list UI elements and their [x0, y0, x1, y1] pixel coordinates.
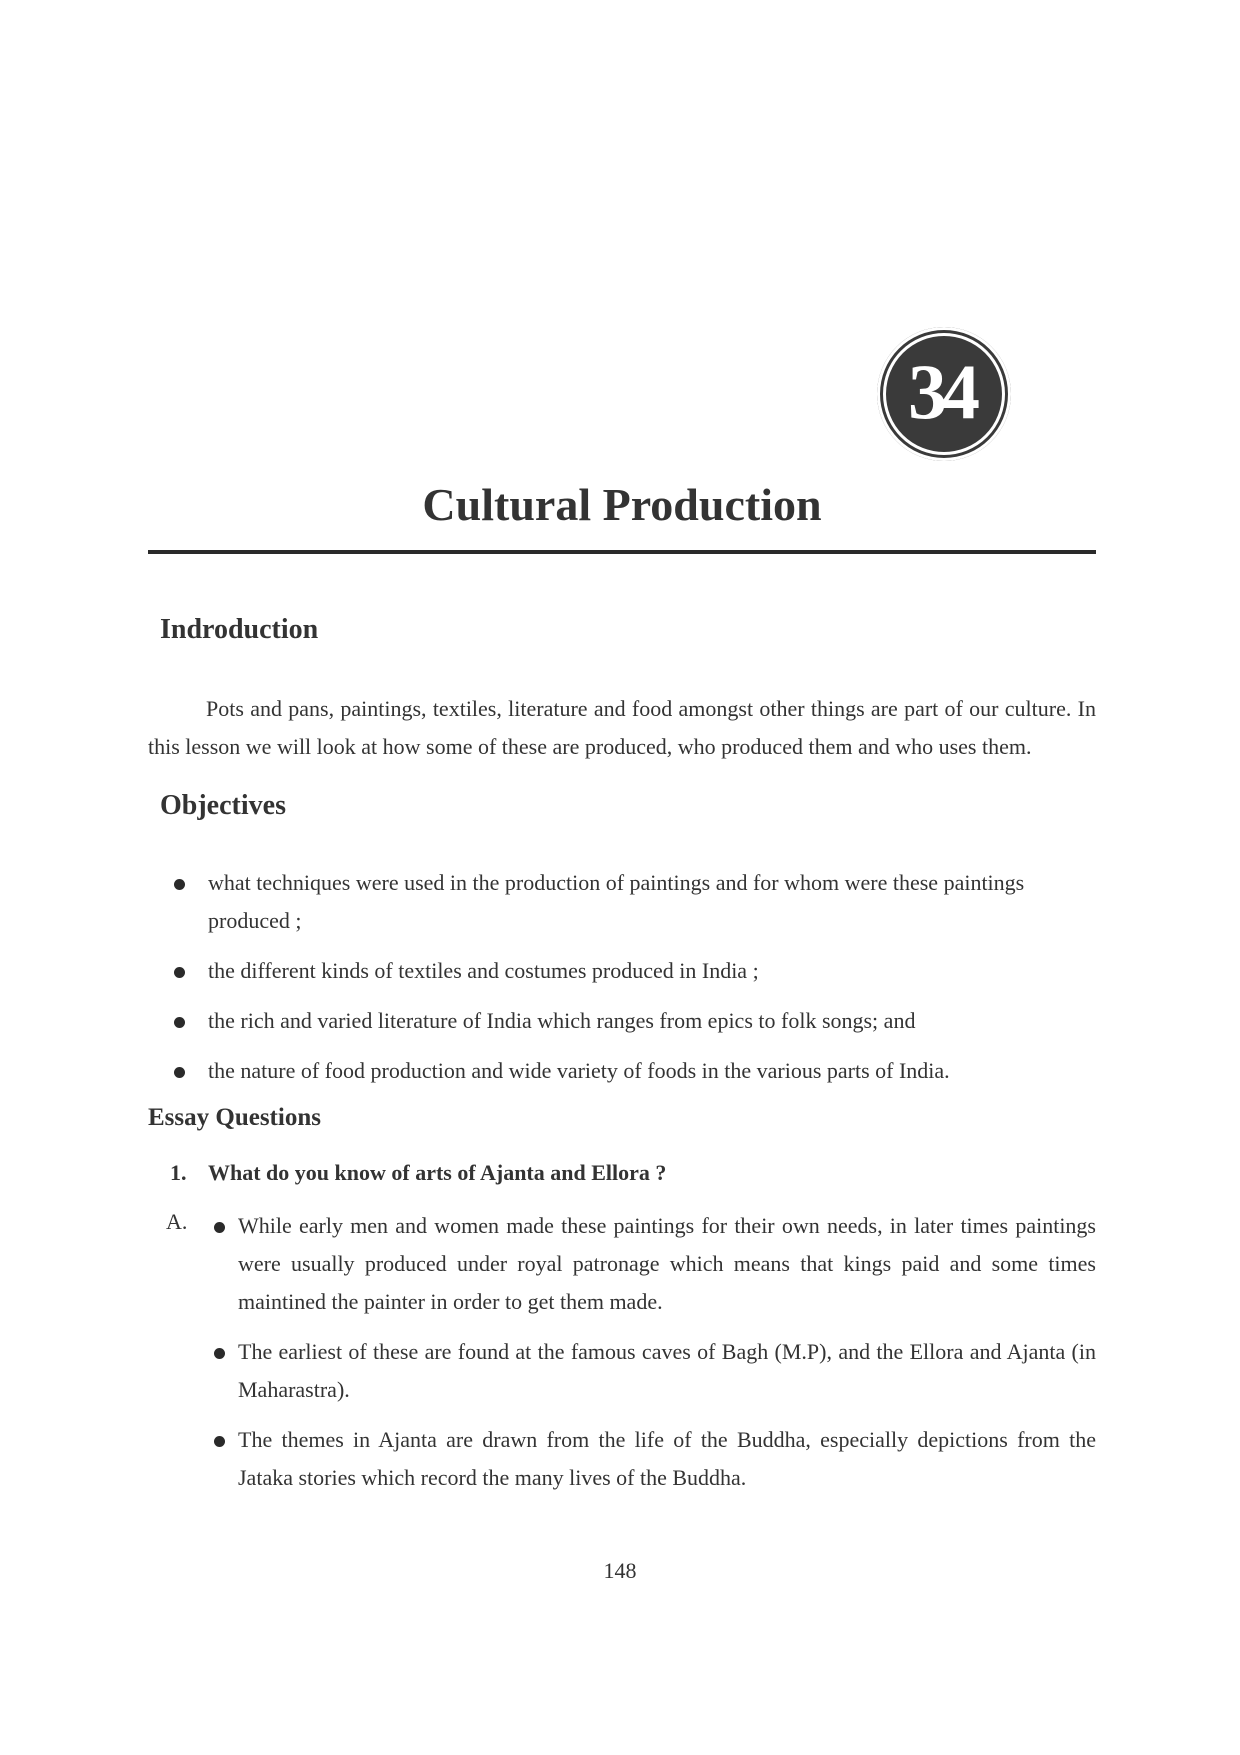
- answer-point: [210, 1421, 1096, 1497]
- answer-text: The earliest of these are found at the famous caves of Bagh (M.P), and the Ellora and Ajanta (in Maharastra).: [238, 1339, 1096, 1402]
- question-number: 1.: [170, 1160, 187, 1185]
- objectives-heading: Objectives: [160, 790, 286, 821]
- objective-text: what techniques were used in the production of paintings and for whom were these paintings produced ;: [208, 870, 1025, 933]
- answer-point: [210, 1207, 1096, 1321]
- title-divider: [148, 550, 1096, 554]
- objective-item: [148, 952, 1096, 990]
- bullet-icon: [174, 879, 185, 890]
- bullet-icon: [214, 1436, 225, 1447]
- introduction-heading: Indroduction: [160, 614, 319, 645]
- bullet-icon: [174, 967, 185, 978]
- objective-text: the nature of food production and wide variety of foods in the various parts of India.: [208, 1058, 950, 1083]
- chapter-title: Cultural Production: [422, 479, 822, 530]
- objective-item: [148, 1052, 1096, 1090]
- answer-list: [210, 1207, 1096, 1509]
- introduction-paragraph: Pots and pans, paintings, textiles, literature and food amongst other things are part of our culture. In this lesson we will look at how some of these are produced, who produced them and who uses them.: [148, 696, 1096, 759]
- question-text: What do you know of arts of Ajanta and Ellora ?: [208, 1160, 667, 1185]
- bullet-icon: [174, 1067, 185, 1078]
- essay-questions-heading: Essay Questions: [148, 1104, 321, 1131]
- answer-text: While early men and women made these paintings for their own needs, in later times paintings were usually produced under royal patronage which means that kings paid and some times maintined the painter in order to get them made.: [238, 1213, 1096, 1314]
- bullet-icon: [174, 1017, 185, 1028]
- essay-question: [170, 1160, 666, 1186]
- chapter-number: 34: [908, 348, 974, 435]
- objective-item: [148, 1002, 1096, 1040]
- bullet-icon: [214, 1348, 225, 1359]
- answer-marker: A.: [166, 1209, 188, 1234]
- bullet-icon: [214, 1222, 225, 1233]
- objective-text: the different kinds of textiles and costumes produced in India ;: [208, 958, 759, 983]
- objective-text: the rich and varied literature of India which ranges from epics to folk songs; and: [208, 1008, 916, 1033]
- page-number: 148: [603, 1558, 637, 1583]
- chapter-number-badge: [877, 327, 1011, 461]
- objective-item: [148, 864, 1096, 940]
- answer-text: The themes in Ajanta are drawn from the life of the Buddha, especially depictions from the Jataka stories which record the many lives of the Buddha.: [238, 1427, 1096, 1490]
- answer-point: [210, 1333, 1096, 1409]
- objectives-list: [148, 864, 1096, 1102]
